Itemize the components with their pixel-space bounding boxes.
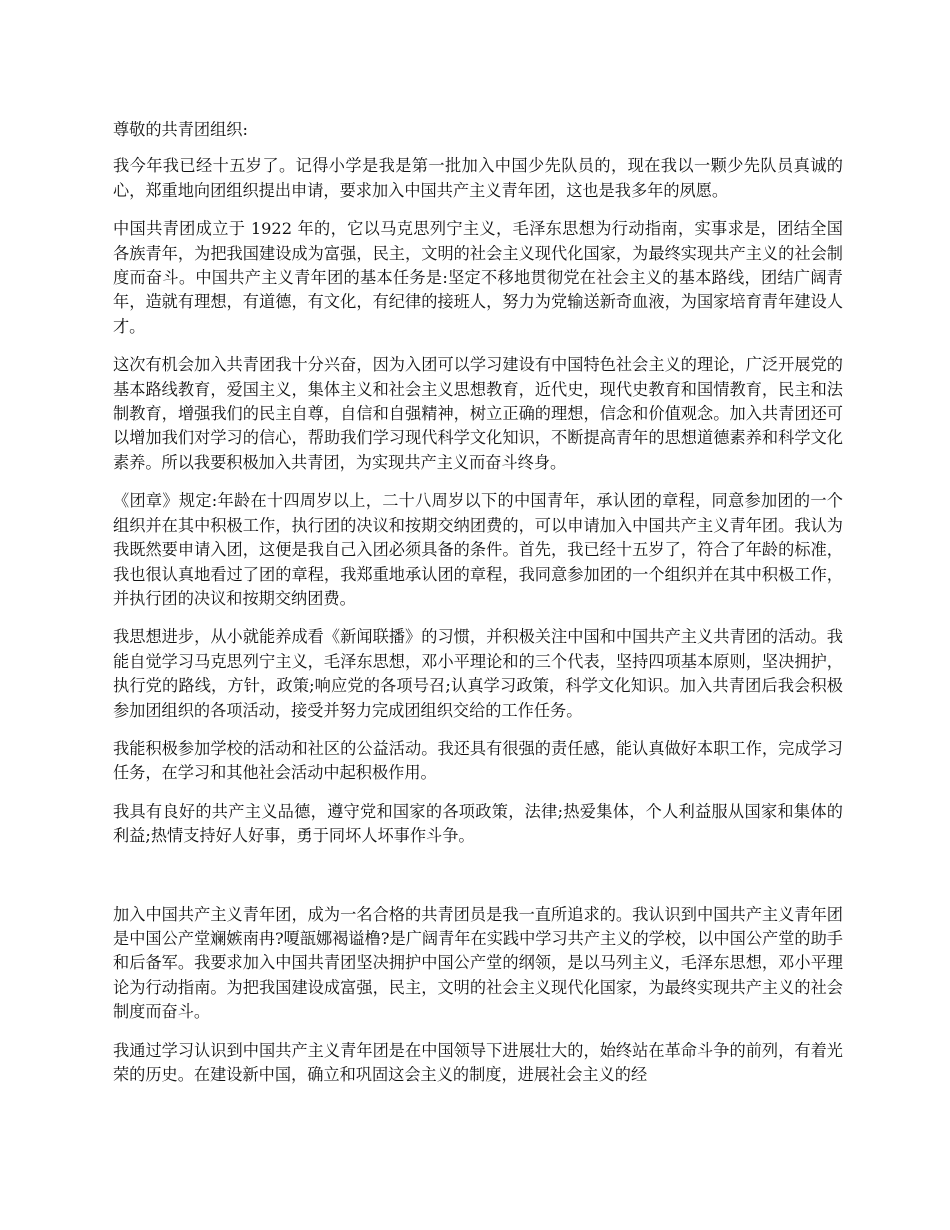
paragraph-reasons: 这次有机会加入共青团我十分兴奋，因为入团可以学习建设有中国特色社会主义的理论，广泛开展党的基本路线教育，爱国主义，集体主义和社会主义思想教育，近代史，现代史教育和国情教育，民主和法制教育，增强我们的民主自尊，自信和自强精神，树立正确的理想，信念和价值观念。加入共青团还可以增加我们对学习的信心，帮助我们学习现代科学文化知识，不断提高青年的思想道德素养和科学文化素养。所以我要积极加入共青团，为实现共产主义而奋斗终身。 (113, 355, 843, 472)
paragraph-activities: 我能积极参加学校的活动和社区的公益活动。我还具有很强的责任感，能认真做好本职工作，完成学习任务，在学习和其他社会活动中起积极作用。 (113, 738, 843, 783)
paragraph-age: 我今年我已经十五岁了。记得小学是我是第一批加入中国少先队员的，现在我以一颗少先队员真诚的心，郑重地向团组织提出申请，要求加入中国共产主义青年团，这也是我多年的夙愿。 (113, 156, 843, 200)
paragraph-thoughts: 我思想进步，从小就能养成看《新闻联播》的习惯，并积极关注中国和中国共产主义共青团的活动。我能自觉学习马克思列宁主义，毛泽东思想，邓小平理论和的三个代表，坚持四项基本原则，坚决拥护，执行党的路线，方针，政策;响应党的各项号召;认真学习政策，科学文化知识。加入共青团后我会积极参加团组织的各项活动，接受并努力完成团组织交给的工作任务。 (113, 627, 843, 720)
greeting: 尊敬的共青团组织: (113, 120, 248, 139)
paragraph-morals: 我具有良好的共产主义品德，遵守党和国家的各项政策，法律;热爱集体，个人利益服从国家和集体的利益;热情支持好人好事，勇于同坏人坏事作斗争。 (113, 801, 843, 846)
paragraph-pursuit: 加入中国共产主义青年团，成为一名合格的共青团员是我一直所追求的。我认识到中国共产主义青年团是中国公产堂斓嫉南冉?嗄瓿娜褐谥橹?是广阔青年在实践中学习共产主义的学校，以中国公产堂的助手和后备军。我要求加入中国共青团坚决拥护中国公产堂的纲领，是以马列主义，毛泽东思想，邓小平理论为行动指南。为把我国建设成富强，民主，文明的社会主义现代化国家，为最终实现共产主义的社会制度而奋斗。 (113, 904, 843, 1022)
paragraph-league-history: 中国共青团成立于 1922 年的，它以马克思列宁主义，毛泽东思想为行动指南，实事求是，团结全国各族青年，为把我国建设成为富强，民主，文明的社会主义现代化国家，为最终实现共产主义的社会制度而奋斗。中国共产主义青年团的基本任务是:坚定不移地贯彻党在社会主义的基本路线，团结广阔青年，造就有理想，有道德，有文化，有纪律的接班人，努力为党输送新奇血液，为国家培育青年建设人才。 (113, 219, 843, 336)
paragraph-charter: 《团章》规定:年龄在十四周岁以上，二十八周岁以下的中国青年，承认团的章程，同意参加团的一个组织并在其中积极工作，执行团的决议和按期交纳团费的，可以申请加入中国共产主义青年团。我认为我既然要申请入团，这便是我自己入团必须具备的条件。首先，我已经十五岁了，符合了年龄的标准，我也很认真地看过了团的章程，我郑重地承认团的章程，我同意参加团的一个组织并在其中积极工作，并执行团的决议和按期交纳团费。 (113, 491, 843, 608)
document-page (113, 118, 843, 1101)
paragraph-history: 我通过学习认识到中国共产主义青年团是在中国领导下进展壮大的，始终站在革命斗争的前列，有着光荣的历史。在建设新中国，确立和巩固这会主义的制度，进展社会主义的经 (113, 1040, 843, 1084)
